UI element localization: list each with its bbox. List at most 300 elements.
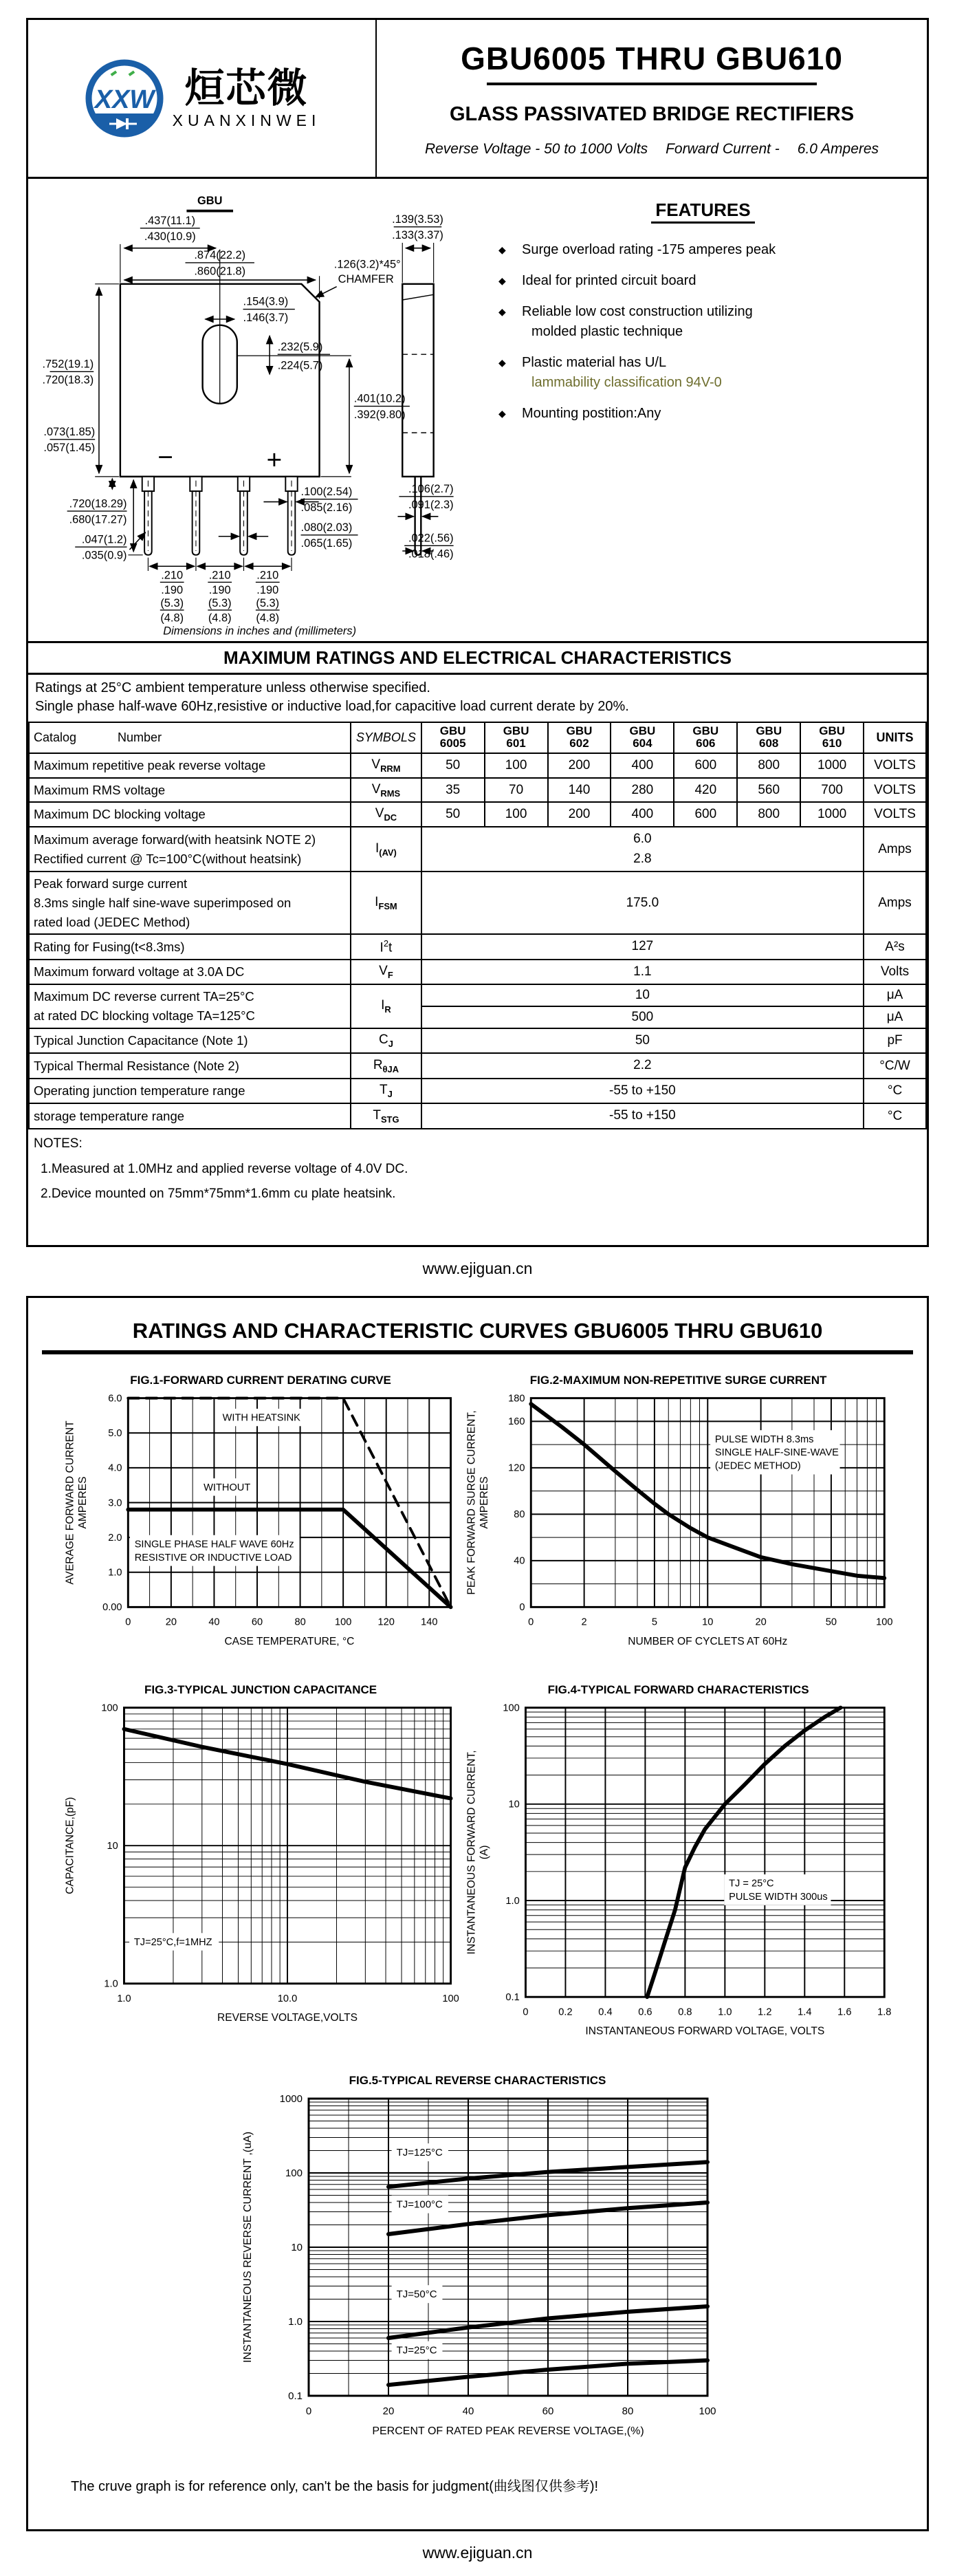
cell: $I_{FSM}$ [351, 872, 421, 934]
svg-text:.232(5.9): .232(5.9) [277, 340, 323, 354]
table-row [29, 753, 926, 778]
conditions-line-2: Single phase half-wave 60Hz,resistive or inductive load,for capacitive load current derate by 20%. [35, 698, 629, 714]
features-heading: FEATURES [498, 199, 908, 221]
title-block [377, 20, 927, 177]
svg-text:120: 120 [377, 1616, 395, 1628]
cell: storage temperature range [29, 1103, 351, 1129]
fig3-chart [60, 1698, 461, 2037]
svg-text:40: 40 [514, 1555, 525, 1567]
svg-text:TJ=25°C: TJ=25°C [396, 2344, 437, 2357]
svg-text:100: 100 [442, 1993, 459, 2005]
svg-text:AMPERES: AMPERES [76, 1476, 89, 1529]
svg-text:(4.8): (4.8) [256, 611, 280, 625]
svg-text:100: 100 [334, 1616, 352, 1628]
svg-text:100: 100 [876, 1616, 893, 1628]
svg-text:.139(3.53): .139(3.53) [392, 213, 443, 226]
table-row [29, 934, 926, 960]
svg-text:(A): (A) [479, 1845, 491, 1860]
svg-text:6.0: 6.0 [108, 1393, 122, 1405]
svg-text:1000: 1000 [279, 2092, 303, 2105]
cell: 10 [421, 984, 864, 1006]
svg-text:AMPERES: AMPERES [479, 1476, 491, 1529]
svg-text:NUMBER OF CYCLETS AT 60Hz: NUMBER OF CYCLETS AT 60Hz [628, 1635, 788, 1647]
note-2: 2.Device mounted on 75mm*75mm*1.6mm cu plate heatsink. [41, 1187, 396, 1202]
notes-section [28, 1129, 927, 1245]
svg-text:160: 160 [508, 1416, 525, 1428]
cell: 6.0 2.8 [421, 827, 864, 872]
package-drawing [28, 179, 494, 641]
svg-text:0.1: 0.1 [287, 2390, 303, 2402]
svg-text:(4.8): (4.8) [160, 611, 184, 625]
svg-text:SINGLE HALF-SINE-WAVE: SINGLE HALF-SINE-WAVE [715, 1447, 839, 1459]
svg-text:(5.3): (5.3) [160, 597, 184, 610]
svg-text:100: 100 [101, 1702, 118, 1714]
svg-text:180: 180 [508, 1393, 525, 1405]
figure-4-title: FIG.4-TYPICAL FORWARD CHARACTERISTICS [547, 1683, 809, 1697]
svg-text:SINGLE PHASE HALF WAVE 60Hz: SINGLE PHASE HALF WAVE 60Hz [134, 1539, 294, 1550]
svg-text:PERCENT OF RATED PEAK REVERSE: PERCENT OF RATED PEAK REVERSE VOLTAGE,(%) [371, 2425, 644, 2437]
svg-text:.860(21.8): .860(21.8) [194, 265, 246, 278]
svg-text:60: 60 [251, 1616, 263, 1628]
svg-text:REVERSE VOLTAGE,VOLTS: REVERSE VOLTAGE,VOLTS [217, 2012, 358, 2024]
svg-text:CHAMFER: CHAMFER [338, 272, 394, 285]
svg-text:10: 10 [702, 1616, 714, 1628]
svg-text:80: 80 [514, 1509, 525, 1521]
svg-text:.210: .210 [208, 569, 231, 582]
figure-2-title: FIG.2-MAXIMUM NON-REPETITIVE SURGE CURRENT [529, 1373, 827, 1387]
col-part-gbu6005: GBU 6005 [421, 722, 485, 753]
ratings-table [28, 722, 927, 1129]
fig1-chart [60, 1389, 461, 1660]
bullet-icon: ◆ [498, 275, 506, 286]
svg-text:100: 100 [503, 1702, 520, 1714]
cell: 100 [485, 753, 548, 778]
cell: pF [864, 1028, 926, 1054]
fig1-chart-svg [60, 1389, 461, 1656]
cell: 127 [421, 934, 864, 960]
svg-text:.680(17.27): .680(17.27) [69, 513, 127, 526]
cell: Operating junction temperature range [29, 1079, 351, 1104]
svg-text:1.2: 1.2 [758, 2006, 772, 2018]
polarity-minus: − [157, 442, 173, 473]
table-row [29, 1103, 926, 1129]
svg-text:.190: .190 [208, 583, 231, 596]
svg-text:0.2: 0.2 [558, 2006, 573, 2018]
svg-text:10: 10 [508, 1799, 520, 1811]
svg-text:20: 20 [165, 1616, 177, 1628]
svg-text:.224(5.7): .224(5.7) [277, 359, 323, 372]
svg-text:0: 0 [125, 1616, 131, 1628]
svg-text:0.00: 0.00 [102, 1602, 122, 1614]
cell: $V_{RMS}$ [351, 778, 421, 803]
svg-text:.022(.56): .022(.56) [408, 532, 454, 545]
svg-text:.720(18.29): .720(18.29) [69, 497, 127, 510]
figure-5 [237, 2074, 718, 2450]
table-row [29, 984, 926, 1006]
fig2-chart-svg [461, 1389, 895, 1656]
datasheet-page-2 [26, 1296, 929, 2531]
cell: 2.2 [421, 1053, 864, 1079]
cell: -55 to +150 [421, 1079, 864, 1104]
table-row [29, 1079, 926, 1104]
cell: Typical Junction Capacitance (Note 1) [29, 1028, 351, 1054]
cell: 400 [611, 802, 674, 827]
svg-text:.057(1.45): .057(1.45) [43, 442, 96, 455]
svg-text:TJ=125°C: TJ=125°C [396, 2146, 443, 2158]
page-title: GBU6005 THRU GBU610 [461, 40, 843, 76]
package-outline-drawing [41, 184, 465, 638]
cell: Volts [864, 960, 926, 985]
brand-logo [28, 20, 377, 177]
svg-text:AVERAGE FORWARD CURRENT: AVERAGE FORWARD CURRENT [64, 1420, 76, 1585]
cell: 500 [421, 1006, 864, 1028]
brand-name-latin: XUANXINWEI [172, 111, 321, 130]
cell: 700 [800, 778, 864, 803]
cell: Maximum average forward(with heatsink NOTE 2) Rectified current @ Tc=100°C(without heatsink) [29, 827, 351, 872]
figure-1 [60, 1374, 461, 1660]
svg-text:.437(11.1): .437(11.1) [144, 214, 196, 227]
svg-text:50: 50 [825, 1616, 837, 1628]
cell: Maximum forward voltage at 3.0A DC [29, 960, 351, 985]
svg-text:1.0: 1.0 [718, 2006, 732, 2018]
svg-text:INSTANTANEOUS FORWARD CURRENT,: INSTANTANEOUS FORWARD CURRENT, [465, 1750, 478, 1955]
svg-text:120: 120 [508, 1462, 525, 1474]
cell: °C/W [864, 1053, 926, 1079]
lead-centerlines [148, 481, 292, 551]
svg-text:0.6: 0.6 [638, 2006, 652, 2018]
cell: °C [864, 1079, 926, 1104]
svg-text:INSTANTANEOUS REVERSE CURREN: INSTANTANEOUS REVERSE CURRENT ,(uA) [241, 2131, 254, 2363]
svg-text:.133(3.37): .133(3.37) [392, 229, 443, 242]
cell: 70 [485, 778, 548, 803]
table-row [29, 1028, 926, 1054]
ratings-subtitle [425, 141, 879, 158]
feature-text: lammability classification 94V-0 [531, 375, 722, 390]
figure-row-1 [42, 1374, 913, 1660]
feature-text: Reliable low cost construction utilizing [522, 304, 753, 319]
svg-text:10: 10 [107, 1841, 118, 1852]
family-subtitle: GLASS PASSIVATED BRIDGE RECTIFIERS [449, 102, 855, 125]
fig4-chart [461, 1698, 895, 2050]
header [28, 20, 927, 179]
package-side-view [402, 284, 433, 555]
svg-text:.106(2.7): .106(2.7) [408, 483, 454, 496]
cell: 200 [548, 753, 611, 778]
cell: $C_J$ [351, 1028, 421, 1054]
cell: 280 [611, 778, 674, 803]
svg-text:1.0: 1.0 [108, 1567, 122, 1579]
cell: Maximum RMS voltage [29, 778, 351, 803]
feature-text: Ideal for printed circuit board [522, 273, 696, 288]
svg-text:TJ=100°C: TJ=100°C [396, 2198, 443, 2211]
svg-text:RESISTIVE OR INDUCTIVE LOAD: RESISTIVE OR INDUCTIVE LOAD [134, 1552, 292, 1563]
svg-text:(JEDEC METHOD): (JEDEC METHOD) [715, 1460, 801, 1472]
cell: μA [864, 1006, 926, 1028]
svg-text:20: 20 [382, 2405, 394, 2417]
cell: Typical Thermal Resistance (Note 2) [29, 1053, 351, 1079]
svg-text:1.0: 1.0 [505, 1896, 520, 1907]
cell: Peak forward surge current 8.3ms single half sine-wave superimposed on rated load (JEDEC Method) [29, 872, 351, 934]
cell: 50 [421, 1028, 864, 1054]
svg-text:2.0: 2.0 [108, 1532, 122, 1544]
svg-text:2: 2 [581, 1616, 587, 1628]
col-part-gbu610: GBU 610 [800, 722, 864, 753]
svg-text:WITH HEATSINK: WITH HEATSINK [222, 1412, 300, 1424]
lead-pitch-labels [160, 570, 280, 625]
svg-text:.035(0.9): .035(0.9) [81, 549, 127, 562]
svg-text:.430(10.9): .430(10.9) [144, 230, 196, 243]
svg-text:.752(19.1): .752(19.1) [42, 358, 94, 371]
cell: 50 [421, 753, 485, 778]
svg-text:80: 80 [622, 2405, 633, 2417]
svg-text:PULSE WIDTH 300us: PULSE WIDTH 300us [729, 1892, 828, 1903]
reverse-voltage-range: Reverse Voltage - 50 to 1000 Volts [424, 140, 648, 157]
feature-text: molded plastic technique [531, 324, 683, 339]
svg-text:.401(10.2): .401(10.2) [353, 392, 406, 405]
svg-text:(4.8): (4.8) [208, 611, 232, 625]
feature-item [498, 353, 908, 393]
svg-text:0: 0 [305, 2405, 311, 2417]
cell: A²s [864, 934, 926, 960]
svg-text:.146(3.7): .146(3.7) [243, 311, 289, 324]
svg-text:0: 0 [523, 2006, 529, 2018]
drawing-caption: Dimensions in inches and (millimeters) [163, 625, 357, 638]
svg-text:0.4: 0.4 [598, 2006, 613, 2018]
svg-text:.047(1.2): .047(1.2) [81, 533, 127, 546]
cell: Maximum DC blocking voltage [29, 802, 351, 827]
forward-current-label: Forward Current - [666, 140, 780, 157]
figure-5-title: FIG.5-TYPICAL REVERSE CHARACTERISTICS [349, 2073, 606, 2087]
svg-text:3.0: 3.0 [108, 1497, 122, 1509]
svg-text:.190: .190 [161, 583, 184, 596]
feature-item [498, 404, 908, 424]
cell: 50 [421, 802, 485, 827]
cell: 140 [548, 778, 611, 803]
features-list [498, 240, 908, 424]
svg-text:0: 0 [528, 1616, 534, 1628]
svg-text:TJ=25°C,f=1MHZ: TJ=25°C,f=1MHZ [133, 1937, 212, 1949]
cell: 1000 [800, 802, 864, 827]
svg-text:CAPACITANCE,(pF): CAPACITANCE,(pF) [64, 1797, 76, 1895]
figure-3-title: FIG.3-TYPICAL JUNCTION CAPACITANCE [144, 1683, 377, 1697]
svg-text:.210: .210 [161, 569, 184, 582]
cell: Amps [864, 872, 926, 934]
svg-text:.080(2.03): .080(2.03) [300, 521, 353, 534]
section-title: MAXIMUM RATINGS AND ELECTRICAL CHARACTERISTICS [28, 643, 927, 675]
col-part-gbu601: GBU 601 [485, 722, 548, 753]
svg-text:.100(2.54): .100(2.54) [300, 485, 353, 498]
datasheet-page-1 [26, 18, 929, 1247]
table-row [29, 802, 926, 827]
table-row [29, 960, 926, 985]
title-divider [487, 83, 817, 85]
fig2-chart [461, 1389, 895, 1660]
cell: 800 [737, 753, 800, 778]
fig5-chart [237, 2089, 718, 2450]
svg-text:.392(9.80): .392(9.80) [353, 408, 406, 421]
col-symbols: SYMBOLS [351, 722, 421, 753]
svg-text:4.0: 4.0 [108, 1462, 122, 1474]
svg-text:0.1: 0.1 [505, 1992, 520, 2004]
svg-text:(5.3): (5.3) [208, 597, 232, 610]
cell: 1000 [800, 753, 864, 778]
svg-text:40: 40 [208, 1616, 220, 1628]
note-1: 1.Measured at 1.0MHz and applied reverse voltage of 4.0V DC. [41, 1161, 408, 1176]
table-row [29, 778, 926, 803]
col-part-gbu604: GBU 604 [611, 722, 674, 753]
brand-name-chinese: 烜芯微 [184, 65, 309, 111]
svg-text:140: 140 [421, 1616, 438, 1628]
cell: Maximum DC reverse current TA=25°C at rated DC blocking voltage TA=125°C [29, 984, 351, 1028]
cell: $I_{(AV)}$ [351, 827, 421, 872]
conditions-line-1: Ratings at 25°C ambient temperature unless otherwise specified. [35, 680, 430, 695]
table-row [29, 1053, 926, 1079]
svg-text:20: 20 [755, 1616, 767, 1628]
col-units: UNITS [864, 722, 926, 753]
svg-text:0.8: 0.8 [678, 2006, 692, 2018]
package-leads [142, 477, 298, 555]
feature-item [498, 302, 908, 342]
table-row [29, 827, 926, 872]
title-rule [42, 1350, 913, 1354]
figure-2 [461, 1374, 895, 1660]
cell: 560 [737, 778, 800, 803]
bullet-icon: ◆ [498, 408, 506, 419]
cell: -55 to +150 [421, 1103, 864, 1129]
svg-text:1.0: 1.0 [117, 1993, 131, 2005]
svg-text:100: 100 [698, 2405, 716, 2417]
website-link[interactable]: www.ejiguan.cn [422, 1259, 533, 1277]
cell: VOLTS [864, 753, 926, 778]
test-conditions [28, 675, 927, 722]
svg-text:1.6: 1.6 [837, 2006, 852, 2018]
svg-text:.073(1.85): .073(1.85) [43, 426, 96, 439]
notes-title: NOTES: [34, 1136, 83, 1151]
svg-text:CASE TEMPERATURE, °C: CASE TEMPERATURE, °C [224, 1635, 355, 1647]
svg-text:.720(18.3): .720(18.3) [42, 374, 94, 387]
feature-text: Surge overload rating -175 amperes peak [522, 242, 776, 257]
svg-text:1.0: 1.0 [104, 1978, 118, 1990]
curves-page-title: RATINGS AND CHARACTERISTIC CURVES GBU6005 THRU GBU610 [132, 1318, 823, 1343]
bullet-icon: ◆ [498, 357, 506, 368]
svg-text:40: 40 [462, 2405, 474, 2417]
fig4-chart-svg [461, 1698, 895, 2046]
features-section [494, 179, 927, 641]
cell: Rating for Fusing(t<8.3ms) [29, 934, 351, 960]
svg-text:.210: .210 [256, 569, 279, 582]
cell: VOLTS [864, 778, 926, 803]
fig3-chart-svg [60, 1698, 461, 2033]
col-part-gbu606: GBU 606 [674, 722, 737, 753]
cell: °C [864, 1103, 926, 1129]
table-row [29, 872, 926, 934]
drawing-and-features [28, 179, 927, 643]
bullet-icon: ◆ [498, 306, 506, 317]
fig5-chart-svg [237, 2089, 718, 2447]
svg-text:PEAK FORWARD SURGE CURRENT,: PEAK FORWARD SURGE CURRENT, [465, 1410, 478, 1595]
cell: 600 [674, 802, 737, 827]
feature-text: Mounting postition:Any [522, 406, 661, 421]
polarity-plus: + [266, 445, 283, 475]
figure-3 [60, 1683, 461, 2050]
table-header-row [29, 722, 926, 753]
svg-text:.126(3.2)*45°: .126(3.2)*45° [333, 258, 401, 271]
logo-monogram: XXW [94, 85, 154, 114]
cell: 420 [674, 778, 737, 803]
website-link-bottom[interactable]: www.ejiguan.cn [422, 2543, 533, 2562]
cell: $R_{\theta JA}$ [351, 1053, 421, 1079]
svg-text:10.0: 10.0 [277, 1993, 298, 2005]
svg-text:100: 100 [285, 2167, 303, 2179]
cell: $V_F$ [351, 960, 421, 985]
feature-item [498, 271, 908, 291]
svg-text:1.0: 1.0 [287, 2315, 303, 2328]
svg-text:INSTANTANEOUS FORWARD VOLTAGE,: INSTANTANEOUS FORWARD VOLTAGE, VOLTS [585, 2026, 825, 2038]
cell: 35 [421, 778, 485, 803]
cell: 100 [485, 802, 548, 827]
col-catalog-number: Catalog Number [29, 722, 351, 753]
svg-text:.091(2.3): .091(2.3) [408, 499, 454, 512]
svg-text:1.4: 1.4 [798, 2006, 812, 2018]
svg-text:60: 60 [542, 2405, 553, 2417]
cell: VOLTS [864, 802, 926, 827]
svg-text:10: 10 [290, 2241, 303, 2253]
figure-4 [461, 1683, 895, 2050]
svg-text:.190: .190 [256, 583, 279, 596]
cell: 175.0 [421, 872, 864, 934]
svg-text:5: 5 [651, 1616, 658, 1628]
svg-text:PULSE WIDTH 8.3ms: PULSE WIDTH 8.3ms [715, 1433, 814, 1445]
bullet-icon: ◆ [498, 244, 506, 255]
cell: Amps [864, 827, 926, 872]
figure-row-2 [42, 1683, 913, 2050]
disclaimer-text: The cruve graph is for reference only, can't be the basis for judgment(曲线图仅供参考)! [71, 2478, 599, 2494]
svg-text:.085(2.16): .085(2.16) [300, 501, 353, 515]
cell: 1.1 [421, 960, 864, 985]
col-part-gbu602: GBU 602 [548, 722, 611, 753]
svg-text:(5.3): (5.3) [256, 597, 280, 610]
feature-text: Plastic material has U/L [522, 355, 667, 370]
cell: $V_{DC}$ [351, 802, 421, 827]
cell: μA [864, 984, 926, 1006]
cell: $I_R$ [351, 984, 421, 1028]
svg-text:.874(22.2): .874(22.2) [194, 249, 246, 262]
cell: 400 [611, 753, 674, 778]
svg-text:.018(.46): .018(.46) [408, 548, 454, 561]
figure-1-title: FIG.1-FORWARD CURRENT DERATING CURVE [130, 1373, 391, 1387]
drawing-title [186, 195, 233, 211]
cell: $I^2t$ [351, 934, 421, 960]
svg-text:1.8: 1.8 [877, 2006, 892, 2018]
svg-text:0: 0 [519, 1602, 525, 1614]
svg-text:TJ = 25°C: TJ = 25°C [729, 1878, 774, 1890]
svg-text:WITHOUT: WITHOUT [204, 1482, 251, 1493]
cell: $T_{STG}$ [351, 1103, 421, 1129]
svg-text:.065(1.65): .065(1.65) [300, 537, 353, 550]
svg-text:5.0: 5.0 [108, 1428, 122, 1440]
feature-item [498, 240, 908, 260]
cell: 200 [548, 802, 611, 827]
svg-text:.154(3.9): .154(3.9) [243, 295, 289, 308]
forward-current-value: 6.0 Amperes [797, 140, 879, 157]
cell: 800 [737, 802, 800, 827]
col-part-gbu608: GBU 608 [737, 722, 800, 753]
svg-text:GBU: GBU [197, 194, 223, 207]
svg-text:TJ=50°C: TJ=50°C [396, 2288, 437, 2300]
brand-logo-icon [83, 57, 166, 140]
svg-text:80: 80 [294, 1616, 306, 1628]
cell: $T_J$ [351, 1079, 421, 1104]
